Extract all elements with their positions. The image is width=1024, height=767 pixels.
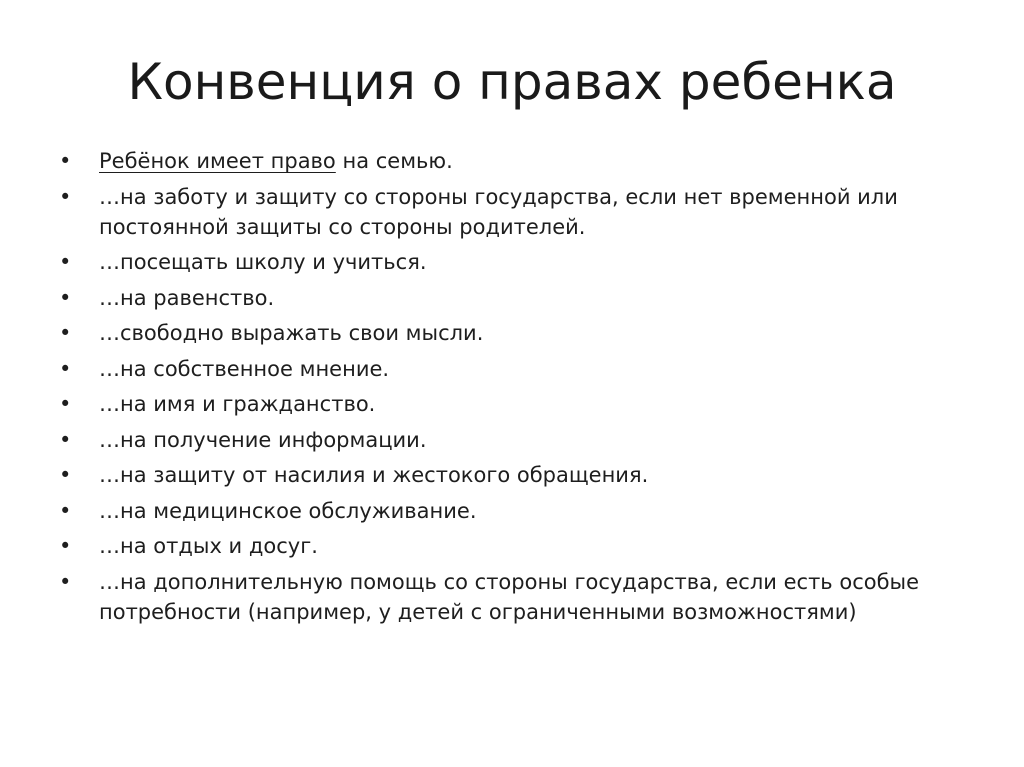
item-text: …на равенство.	[99, 285, 275, 310]
bullet-icon: •	[59, 498, 72, 523]
bullet-icon: •	[59, 149, 72, 173]
bullet-icon: •	[59, 463, 72, 487]
list-item	[59, 460, 959, 490]
item-text: на семью.	[335, 149, 453, 173]
item-text: …посещать школу и учиться.	[99, 250, 427, 274]
item-text: …свободно выражать свои мысли.	[99, 321, 484, 345]
bullet-icon: •	[59, 356, 72, 381]
list-item	[59, 247, 959, 277]
bullet-icon: •	[59, 392, 72, 416]
item-text: …на собственное мнение.	[99, 356, 390, 381]
bullet-icon: •	[59, 569, 72, 594]
item-text: …на отдых и досуг.	[99, 534, 318, 558]
list-item	[59, 354, 959, 384]
bullet-icon: •	[59, 427, 72, 452]
item-text: …на имя и гражданство.	[99, 392, 376, 416]
list-item	[59, 283, 959, 313]
list-item	[59, 146, 959, 176]
item-text: …на получение информации.	[99, 427, 427, 452]
item-text: …на защиту от насилия и жестокого обращения.	[99, 463, 649, 487]
bullet-icon: •	[59, 184, 72, 209]
list-item	[59, 318, 959, 348]
list-item	[59, 531, 959, 561]
rights-list	[59, 146, 959, 632]
list-item	[59, 567, 959, 627]
list-item	[59, 496, 959, 526]
item-text: …на медицинское обслуживание.	[99, 498, 477, 523]
bullet-icon: •	[59, 534, 72, 558]
bullet-icon: •	[59, 250, 72, 274]
item-text: …на дополнительную помощь со стороны государства, если есть особые потребности (например, у детей с ограниченными возможностями)	[99, 569, 920, 624]
list-item	[59, 182, 959, 242]
bullet-icon: •	[59, 285, 72, 310]
list-item	[59, 425, 959, 455]
item-underlined-text: Ребёнок имеет право	[99, 149, 336, 173]
slide-title: Конвенция о правах ребенка	[127, 53, 897, 111]
bullet-icon: •	[59, 321, 72, 345]
list-item	[59, 389, 959, 419]
item-text: …на заботу и защиту со стороны государства, если нет временной или постоянной защиты со стороны родителей.	[99, 184, 898, 239]
